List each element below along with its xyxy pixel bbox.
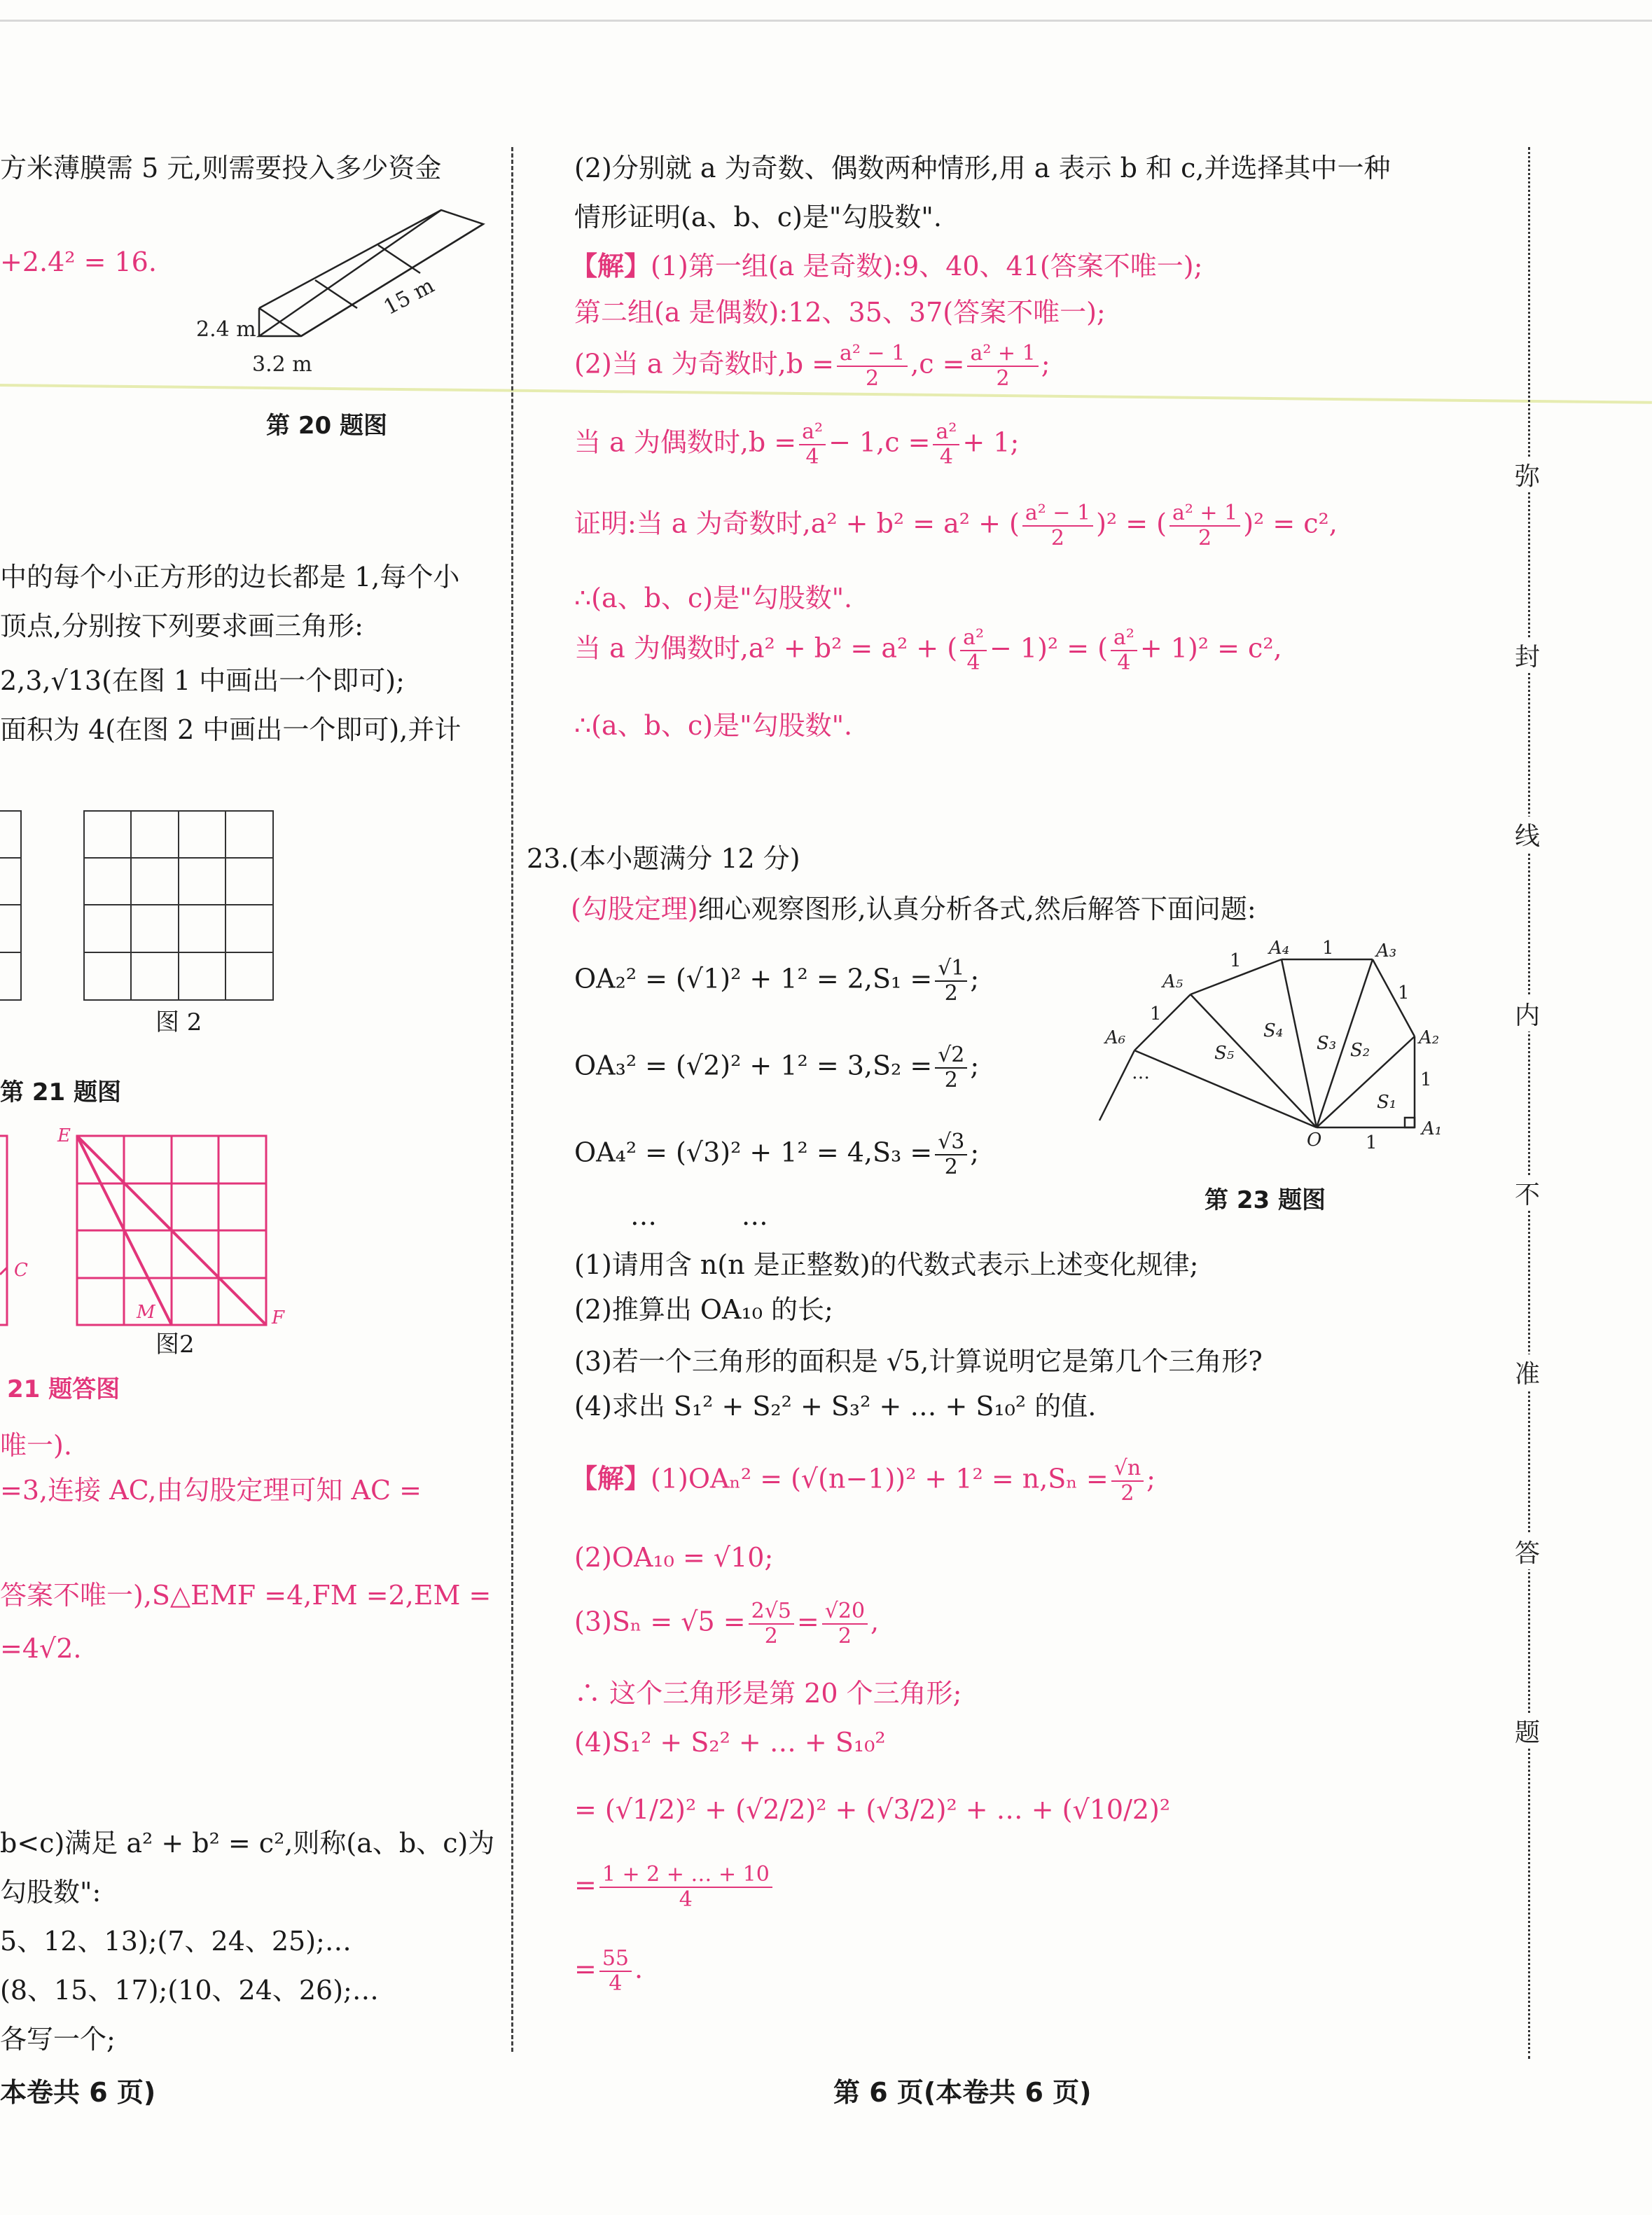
svg-text:…: …	[1132, 1062, 1150, 1083]
q22-line5: 各写一个;	[0, 2024, 116, 2055]
q23-part2: (2)推算出 OA₁₀ 的长;	[574, 1294, 833, 1325]
q23-sol1: 【解】(1)OAₙ² = (√(n−1))² + 1² = n,Sₙ = $\frac{√n}{2}$ ;	[571, 1456, 1155, 1506]
svg-text:O: O	[1307, 1130, 1322, 1151]
q21-line2: 顶点,分别按下列要求画三角形:	[0, 611, 363, 641]
q23-sol6: = (√1/2)² + (√2/2)² + (√3/2)² + … + (√10/2)²	[574, 1794, 1171, 1825]
svg-text:S₂: S₂	[1350, 1040, 1370, 1061]
q20-answer: +2.4² = 16.	[0, 247, 157, 277]
solution-line2: 第二组(a 是偶数):12、35、37(答案不唯一);	[574, 297, 1106, 328]
solution-line3: (2)当 a 为奇数时,b = $\frac{\text{a² − 1}}{2}$ ,c = $\frac{\text{a² + 1}}{2}$ ;	[574, 341, 1050, 391]
svg-text:A₃: A₃	[1376, 940, 1397, 961]
seal-char-3: 线	[1515, 817, 1540, 852]
seal-line	[1528, 147, 1530, 2059]
q21-line1: 中的每个小正方形的边长都是 1,每个小	[0, 562, 460, 592]
solution-line7: 当 a 为偶数时,a² + b² = a² + ( $\frac{\text{a²}}{4}$ − 1)² = ( $\frac{\text{a²}}{4}$ + 1)² = c²,	[574, 625, 1282, 675]
q21-line3: 2,3,√13(在图 1 中画出一个即可);	[0, 665, 405, 696]
solution-line5: 证明:当 a 为奇数时,a² + b² = a² + ( $\frac{\text{a² − 1}}{2}$ )² = ( $\frac{\text{a² + 1}}{2}$ )² = c²,	[574, 501, 1338, 550]
seal-char-6: 准	[1515, 1354, 1540, 1390]
column-divider	[511, 147, 513, 2052]
q21-ans-label-M: M	[137, 1302, 155, 1323]
q23-fig-caption: 第 23 题图	[1205, 1186, 1326, 1214]
q23-sol3: (3)Sₙ = √5 = $\frac{2√5}{2}$ = $\frac{√20}{2}$ ,	[574, 1599, 880, 1648]
q20-text: 方米薄膜需 5 元,则需要投入多少资金	[0, 153, 442, 183]
q21-ans-label-E: E	[57, 1127, 71, 1146]
top-edge-line	[0, 20, 1652, 22]
q23-part3: (3)若一个三角形的面积是 √5,计算说明它是第几个三角形?	[574, 1346, 1263, 1377]
svg-text:A₁: A₁	[1422, 1118, 1443, 1139]
solution-line1: 【解】(1)第一组(a 是奇数):9、40、41(答案不唯一);	[571, 251, 1203, 282]
q21-line4: 面积为 4(在图 2 中画出一个即可),并计	[0, 714, 461, 745]
q21-ans-line2: =3,连接 AC,由勾股定理可知 AC =	[0, 1475, 422, 1506]
q23-dots: … …	[630, 1200, 768, 1231]
q21-grid-label: 图 2	[155, 1008, 202, 1036]
q20-dim-height: 2.4 m	[196, 317, 256, 342]
q21-ans-caption: 21 题答图	[7, 1375, 120, 1403]
solution-line6: ∴(a、b、c)是"勾股数".	[574, 583, 853, 613]
q23-sol2: (2)OA₁₀ = √10;	[574, 1542, 774, 1573]
svg-text:S₃: S₃	[1317, 1033, 1337, 1054]
q22-line4: (8、15、17);(10、24、26);…	[0, 1975, 379, 2006]
q22-line1: b<c)满足 a² + b² = c²,则称(a、b、c)为	[0, 1828, 495, 1859]
q20-dim-length: 15 m	[380, 273, 439, 321]
svg-text:A₅: A₅	[1162, 971, 1184, 992]
seal-char-4: 内	[1515, 996, 1540, 1032]
q21-ans-grid-label: 图2	[155, 1331, 195, 1359]
solution-line8: ∴(a、b、c)是"勾股数".	[574, 710, 853, 741]
svg-text:1: 1	[1150, 1004, 1162, 1025]
q23-sol5: (4)S₁² + S₂² + … + S₁₀²	[574, 1727, 886, 1758]
q20-caption: 第 20 题图	[266, 412, 387, 440]
svg-text:1: 1	[1230, 950, 1242, 971]
svg-text:1: 1	[1366, 1132, 1377, 1153]
seal-char-8: 题	[1515, 1713, 1540, 1749]
svg-text:1: 1	[1322, 938, 1334, 959]
solution-line4: 当 a 为偶数时,b = $\frac{\text{a²}}{4}$ − 1,c = $\frac{\text{a²}}{4}$ + 1;	[574, 419, 1020, 469]
q22-line3: 5、12、13);(7、24、25);…	[0, 1926, 352, 1957]
q23-eq3: OA₄² = (√3)² + 1² = 4,S₃ = $\frac{√3}{2}$ ;	[574, 1130, 980, 1179]
solution-tag: 【解】	[571, 251, 651, 282]
q23-eq1: OA₂² = (√1)² + 1² = 2,S₁ = $\frac{√1}{2}$ ;	[574, 956, 980, 1006]
q22-line2: 勾股数":	[0, 1877, 102, 1908]
q23-eq2: OA₃² = (√2)² + 1² = 3,S₂ = $\frac{√2}{2}$ ;	[574, 1043, 980, 1092]
q21-ans-label-F: F	[272, 1307, 285, 1328]
right-footer: 第 6 页(本卷共 6 页)	[833, 2077, 1092, 2108]
q23-part4: (4)求出 S₁² + S₂² + S₃² + … + S₁₀² 的值.	[574, 1391, 1097, 1422]
q23-intro-line: (勾股定理)细心观察图形,认真分析各式,然后解答下面问题:	[571, 894, 1256, 924]
q23-spiral-figure	[1092, 931, 1471, 1183]
left-footer: 本卷共 6 页)	[0, 2077, 156, 2108]
q21-ans-label-C: C	[14, 1260, 28, 1281]
seal-char-1: 弥	[1515, 457, 1540, 492]
q22-part2-line1: (2)分别就 a 为奇数、偶数两种情形,用 a 表示 b 和 c,并选择其中一种	[574, 153, 1391, 183]
q23-tag: (勾股定理)	[571, 894, 698, 924]
svg-text:A₄: A₄	[1269, 938, 1290, 959]
q23-sol4: ∴ 这个三角形是第 20 个三角形;	[574, 1678, 962, 1709]
seal-char-5: 不	[1515, 1175, 1540, 1211]
q21-ans-line1: 唯一).	[0, 1430, 72, 1461]
svg-text:A₆: A₆	[1105, 1027, 1126, 1048]
q23-sol8: = $\frac{55}{4}$ .	[574, 1946, 644, 1996]
svg-text:1: 1	[1420, 1069, 1432, 1090]
svg-text:S₄: S₄	[1263, 1020, 1284, 1041]
q23-part1: (1)请用含 n(n 是正整数)的代数式表示上述变化规律;	[574, 1249, 1199, 1280]
svg-text:S₅: S₅	[1214, 1043, 1235, 1064]
q21-grids	[0, 805, 294, 1008]
q21-ans-line4: =4√2.	[0, 1633, 82, 1664]
svg-text:A₂: A₂	[1419, 1027, 1440, 1048]
q23-sol7: = $\frac{1 + 2 + \dots + 10}{4}$	[574, 1863, 775, 1912]
q21-answer-figure	[0, 1127, 294, 1338]
q21-caption: 第 21 题图	[0, 1078, 121, 1106]
svg-text:1: 1	[1398, 982, 1410, 1004]
seal-char-7: 答	[1515, 1534, 1540, 1569]
q23-header: 23.(本小题满分 12 分)	[527, 843, 800, 874]
seal-char-2: 封	[1515, 637, 1540, 673]
svg-text:S₁: S₁	[1377, 1092, 1397, 1113]
q20-figure	[189, 196, 504, 385]
q21-ans-line3: 答案不唯一),S△EMF =4,FM =2,EM =	[0, 1580, 492, 1611]
q22-part2-line2: 情形证明(a、b、c)是"勾股数".	[574, 202, 942, 232]
q20-dim-width: 3.2 m	[252, 352, 312, 377]
